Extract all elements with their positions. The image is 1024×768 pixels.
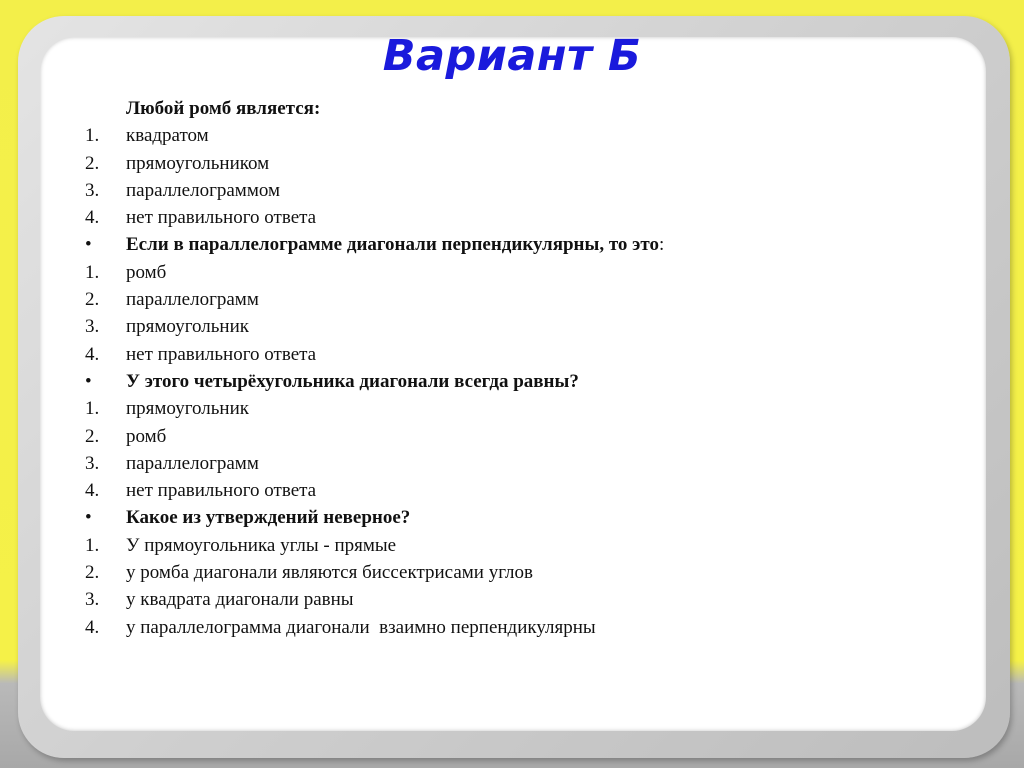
question-row [80,231,980,258]
option-number: 4. [85,207,100,229]
option-text: ромб [126,261,167,283]
option-text: нет правильного ответа [126,207,317,229]
option-number: 4. [85,343,100,365]
option-text: параллелограмм [126,452,259,474]
option-text: прямоугольником [126,152,270,174]
option-row [80,586,980,613]
question-row [80,504,980,531]
option-row [80,204,980,231]
option-text: нет правильного ответа [126,343,317,365]
option-row [80,286,980,313]
option-row [80,341,980,368]
option-text: прямоугольник [126,316,249,338]
option-number: 1. [85,125,100,147]
option-text: У прямоугольника углы - прямые [126,534,397,556]
option-text: у квадрата диагонали равны [126,589,354,611]
option-number: 2. [85,289,100,311]
option-text: квадратом [126,125,209,147]
option-row [80,395,980,422]
intro-row [80,95,980,122]
option-text: параллелограммом [126,179,281,201]
bullet: • [85,234,92,256]
question-colon: : [658,234,665,256]
option-number: 1. [85,398,100,420]
option-row [80,477,980,504]
option-text: ромб [126,425,167,447]
option-row [80,259,980,286]
option-row [80,614,980,641]
option-number: 4. [85,616,100,638]
slide-title: Вариант Б [382,31,642,81]
bullet: • [85,507,92,529]
question-text: Какое из утверждений неверное? [126,507,411,529]
option-row [80,450,980,477]
option-number: 3. [85,452,100,474]
option-number: 3. [85,316,100,338]
option-row [80,150,980,177]
option-number: 3. [85,589,100,611]
option-text: нет правильного ответа [126,480,317,502]
option-number: 4. [85,480,100,502]
option-row [80,122,980,149]
option-text: у параллелограмма диагонали взаимно перпендикулярны [126,616,596,638]
option-row [80,423,980,450]
intro-question: Любой ромб является: [126,98,321,119]
option-number: 2. [85,152,100,174]
option-text: прямоугольник [126,398,249,420]
quiz-content [80,95,980,641]
option-number: 1. [85,534,100,556]
question-text: У этого четырёхугольника диагонали всегда равны? [126,370,579,392]
option-row [80,313,980,340]
option-row [80,559,980,586]
option-number: 2. [85,425,100,447]
question-row [80,368,980,395]
option-row [80,532,980,559]
option-row [80,177,980,204]
option-text: параллелограмм [126,289,259,311]
option-number: 3. [85,179,100,201]
option-number: 2. [85,562,100,584]
option-number: 1. [85,261,100,283]
question-text: Если в параллелограмме диагонали перпендикулярны, то это [126,234,659,256]
bullet: • [85,370,92,392]
option-text: у ромба диагонали являются биссектрисами углов [126,562,533,584]
